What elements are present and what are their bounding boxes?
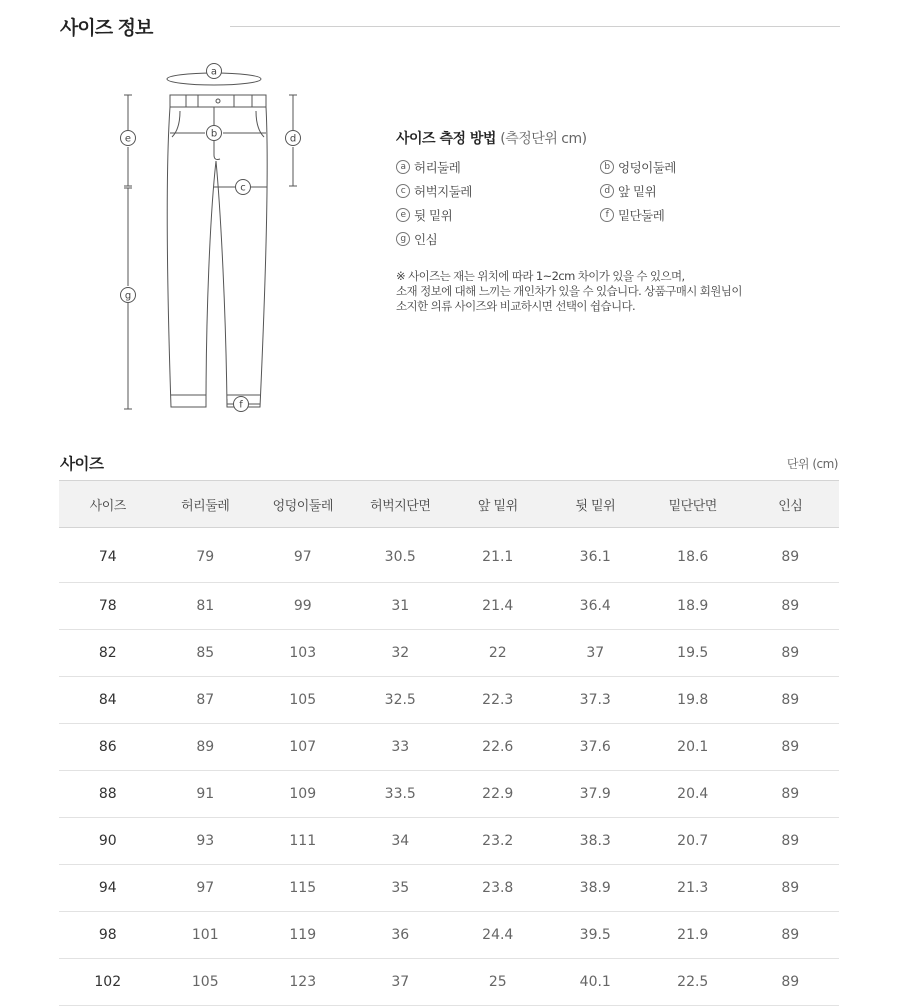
- table-cell: 19.5: [644, 630, 742, 677]
- measure-item-label: 엉덩이둘레: [618, 159, 676, 175]
- table-cell: 89: [742, 818, 840, 865]
- notice-line: 소재 정보에 대해 느끼는 개인차가 있을 수 있습니다. 상품구매시 회원님이: [396, 284, 742, 298]
- table-cell: 18.6: [644, 528, 742, 583]
- table-cell: 89: [157, 724, 255, 771]
- table-cell: 22.3: [449, 677, 547, 724]
- table-cell: 115: [254, 865, 352, 912]
- table-cell: 36.1: [547, 528, 645, 583]
- table-cell: 101: [157, 912, 255, 959]
- diagram-label-d: d: [289, 133, 297, 145]
- table-cell: 87: [157, 677, 255, 724]
- size-notice: [396, 269, 836, 314]
- badge-d: d: [600, 184, 614, 198]
- table-cell: 37.9: [547, 771, 645, 818]
- table-cell: 89: [742, 583, 840, 630]
- table-cell: 21.1: [449, 528, 547, 583]
- table-row: [59, 677, 839, 724]
- badge-c: c: [396, 184, 410, 198]
- diagram-label-b: b: [210, 128, 218, 140]
- table-cell: 78: [59, 583, 157, 630]
- table-cell: 123: [254, 959, 352, 1006]
- table-cell: 40.1: [547, 959, 645, 1006]
- table-cell: 109: [254, 771, 352, 818]
- diagram-label-a: a: [210, 66, 218, 78]
- table-cell: 89: [742, 724, 840, 771]
- size-unit-label: 단위 (cm): [786, 457, 838, 471]
- table-cell: 22.6: [449, 724, 547, 771]
- table-cell: 97: [157, 865, 255, 912]
- measure-item-thigh: [396, 182, 600, 199]
- table-cell: 89: [742, 771, 840, 818]
- table-cell: 102: [59, 959, 157, 1006]
- table-cell: 98: [59, 912, 157, 959]
- table-cell: 22.9: [449, 771, 547, 818]
- table-cell: 38.3: [547, 818, 645, 865]
- table-cell: 30.5: [352, 528, 450, 583]
- table-cell: 119: [254, 912, 352, 959]
- measure-title: [396, 128, 836, 148]
- measure-item-waist: [396, 158, 600, 175]
- table-cell: 19.8: [644, 677, 742, 724]
- table-cell: 74: [59, 528, 157, 583]
- table-cell: 105: [254, 677, 352, 724]
- table-header-row: [59, 481, 839, 528]
- table-cell: 111: [254, 818, 352, 865]
- badge-g: g: [396, 232, 410, 246]
- table-cell: 39.5: [547, 912, 645, 959]
- diagram-label-g: g: [124, 290, 132, 302]
- table-cell: 89: [742, 959, 840, 1006]
- measure-item-label: 인심: [414, 231, 438, 247]
- notice-line: 소지한 의류 사이즈와 비교하시면 선택이 쉽습니다.: [396, 299, 636, 313]
- table-cell: 22: [449, 630, 547, 677]
- table-row: [59, 818, 839, 865]
- table-cell: 38.9: [547, 865, 645, 912]
- badge-a: a: [396, 160, 410, 174]
- diagram-label-f: f: [239, 399, 243, 411]
- size-table: [59, 480, 839, 1006]
- measure-info: [396, 128, 836, 314]
- measure-item-label: 뒷 밑위: [414, 207, 453, 223]
- table-cell: 31: [352, 583, 450, 630]
- table-cell: 20.1: [644, 724, 742, 771]
- table-row: [59, 630, 839, 677]
- table-cell: 33: [352, 724, 450, 771]
- measure-item-front-rise: [600, 182, 820, 199]
- table-cell: 97: [254, 528, 352, 583]
- table-row: [59, 724, 839, 771]
- size-section-heading: 사이즈: [60, 455, 104, 473]
- table-cell: 33.5: [352, 771, 450, 818]
- table-cell: 25: [449, 959, 547, 1006]
- diagram-label-e: e: [124, 133, 132, 145]
- table-cell: 91: [157, 771, 255, 818]
- table-header-cell: 인심: [742, 481, 840, 528]
- table-cell: 82: [59, 630, 157, 677]
- table-row: [59, 912, 839, 959]
- table-cell: 20.4: [644, 771, 742, 818]
- table-cell: 81: [157, 583, 255, 630]
- table-cell: 105: [157, 959, 255, 1006]
- table-cell: 89: [742, 528, 840, 583]
- table-cell: 88: [59, 771, 157, 818]
- table-cell: 32.5: [352, 677, 450, 724]
- measure-item-label: 밑단둘레: [618, 207, 665, 223]
- table-row: [59, 771, 839, 818]
- table-cell: 24.4: [449, 912, 547, 959]
- table-cell: 37: [547, 630, 645, 677]
- table-row: [59, 528, 839, 583]
- table-cell: 36.4: [547, 583, 645, 630]
- badge-b: b: [600, 160, 614, 174]
- table-cell: 23.2: [449, 818, 547, 865]
- pants-diagram: [110, 55, 320, 420]
- table-cell: 32: [352, 630, 450, 677]
- badge-e: e: [396, 208, 410, 222]
- table-cell: 103: [254, 630, 352, 677]
- measure-item-hem: [600, 206, 820, 223]
- table-cell: 20.7: [644, 818, 742, 865]
- table-row: [59, 583, 839, 630]
- measure-list: [396, 158, 836, 247]
- table-header-cell: 엉덩이둘레: [254, 481, 352, 528]
- table-cell: 37: [352, 959, 450, 1006]
- table-cell: 36: [352, 912, 450, 959]
- table-cell: 99: [254, 583, 352, 630]
- table-cell: 89: [742, 677, 840, 724]
- table-body: [59, 528, 839, 1006]
- table-cell: 21.4: [449, 583, 547, 630]
- page-title: 사이즈 정보: [60, 17, 153, 39]
- table-header-cell: 허벅지단면: [352, 481, 450, 528]
- table-cell: 90: [59, 818, 157, 865]
- table-cell: 89: [742, 630, 840, 677]
- table-cell: 21.3: [644, 865, 742, 912]
- table-cell: 37.3: [547, 677, 645, 724]
- table-cell: 21.9: [644, 912, 742, 959]
- table-cell: 22.5: [644, 959, 742, 1006]
- measure-item-hip: [600, 158, 820, 175]
- table-cell: 34: [352, 818, 450, 865]
- badge-f: f: [600, 208, 614, 222]
- measure-item-back-rise: [396, 206, 600, 223]
- table-cell: 89: [742, 865, 840, 912]
- measure-item-inseam: [396, 230, 600, 247]
- table-cell: 86: [59, 724, 157, 771]
- measure-unit: (측정단위 cm): [500, 131, 587, 147]
- measure-item-label: 앞 밑위: [618, 183, 657, 199]
- measure-item-label: 허벅지둘레: [414, 183, 472, 199]
- table-cell: 94: [59, 865, 157, 912]
- table-cell: 35: [352, 865, 450, 912]
- table-header-cell: 밑단단면: [644, 481, 742, 528]
- measure-title-text: 사이즈 측정 방법: [396, 131, 496, 147]
- table-cell: 107: [254, 724, 352, 771]
- table-header-cell: 앞 밑위: [449, 481, 547, 528]
- table-cell: 23.8: [449, 865, 547, 912]
- table-row: [59, 959, 839, 1006]
- table-cell: 93: [157, 818, 255, 865]
- diagram-label-c: c: [240, 182, 246, 194]
- title-divider: [230, 26, 840, 27]
- measure-item-label: 허리둘레: [414, 159, 461, 175]
- table-header-cell: 허리둘레: [157, 481, 255, 528]
- table-row: [59, 865, 839, 912]
- table-cell: 79: [157, 528, 255, 583]
- notice-line: ※ 사이즈는 재는 위치에 따라 1~2cm 차이가 있을 수 있으며,: [396, 269, 685, 283]
- table-cell: 84: [59, 677, 157, 724]
- table-cell: 37.6: [547, 724, 645, 771]
- pants-outline: [167, 107, 267, 407]
- table-header-cell: 뒷 밑위: [547, 481, 645, 528]
- table-header-cell: 사이즈: [59, 481, 157, 528]
- table-cell: 18.9: [644, 583, 742, 630]
- table-cell: 85: [157, 630, 255, 677]
- table-cell: 89: [742, 912, 840, 959]
